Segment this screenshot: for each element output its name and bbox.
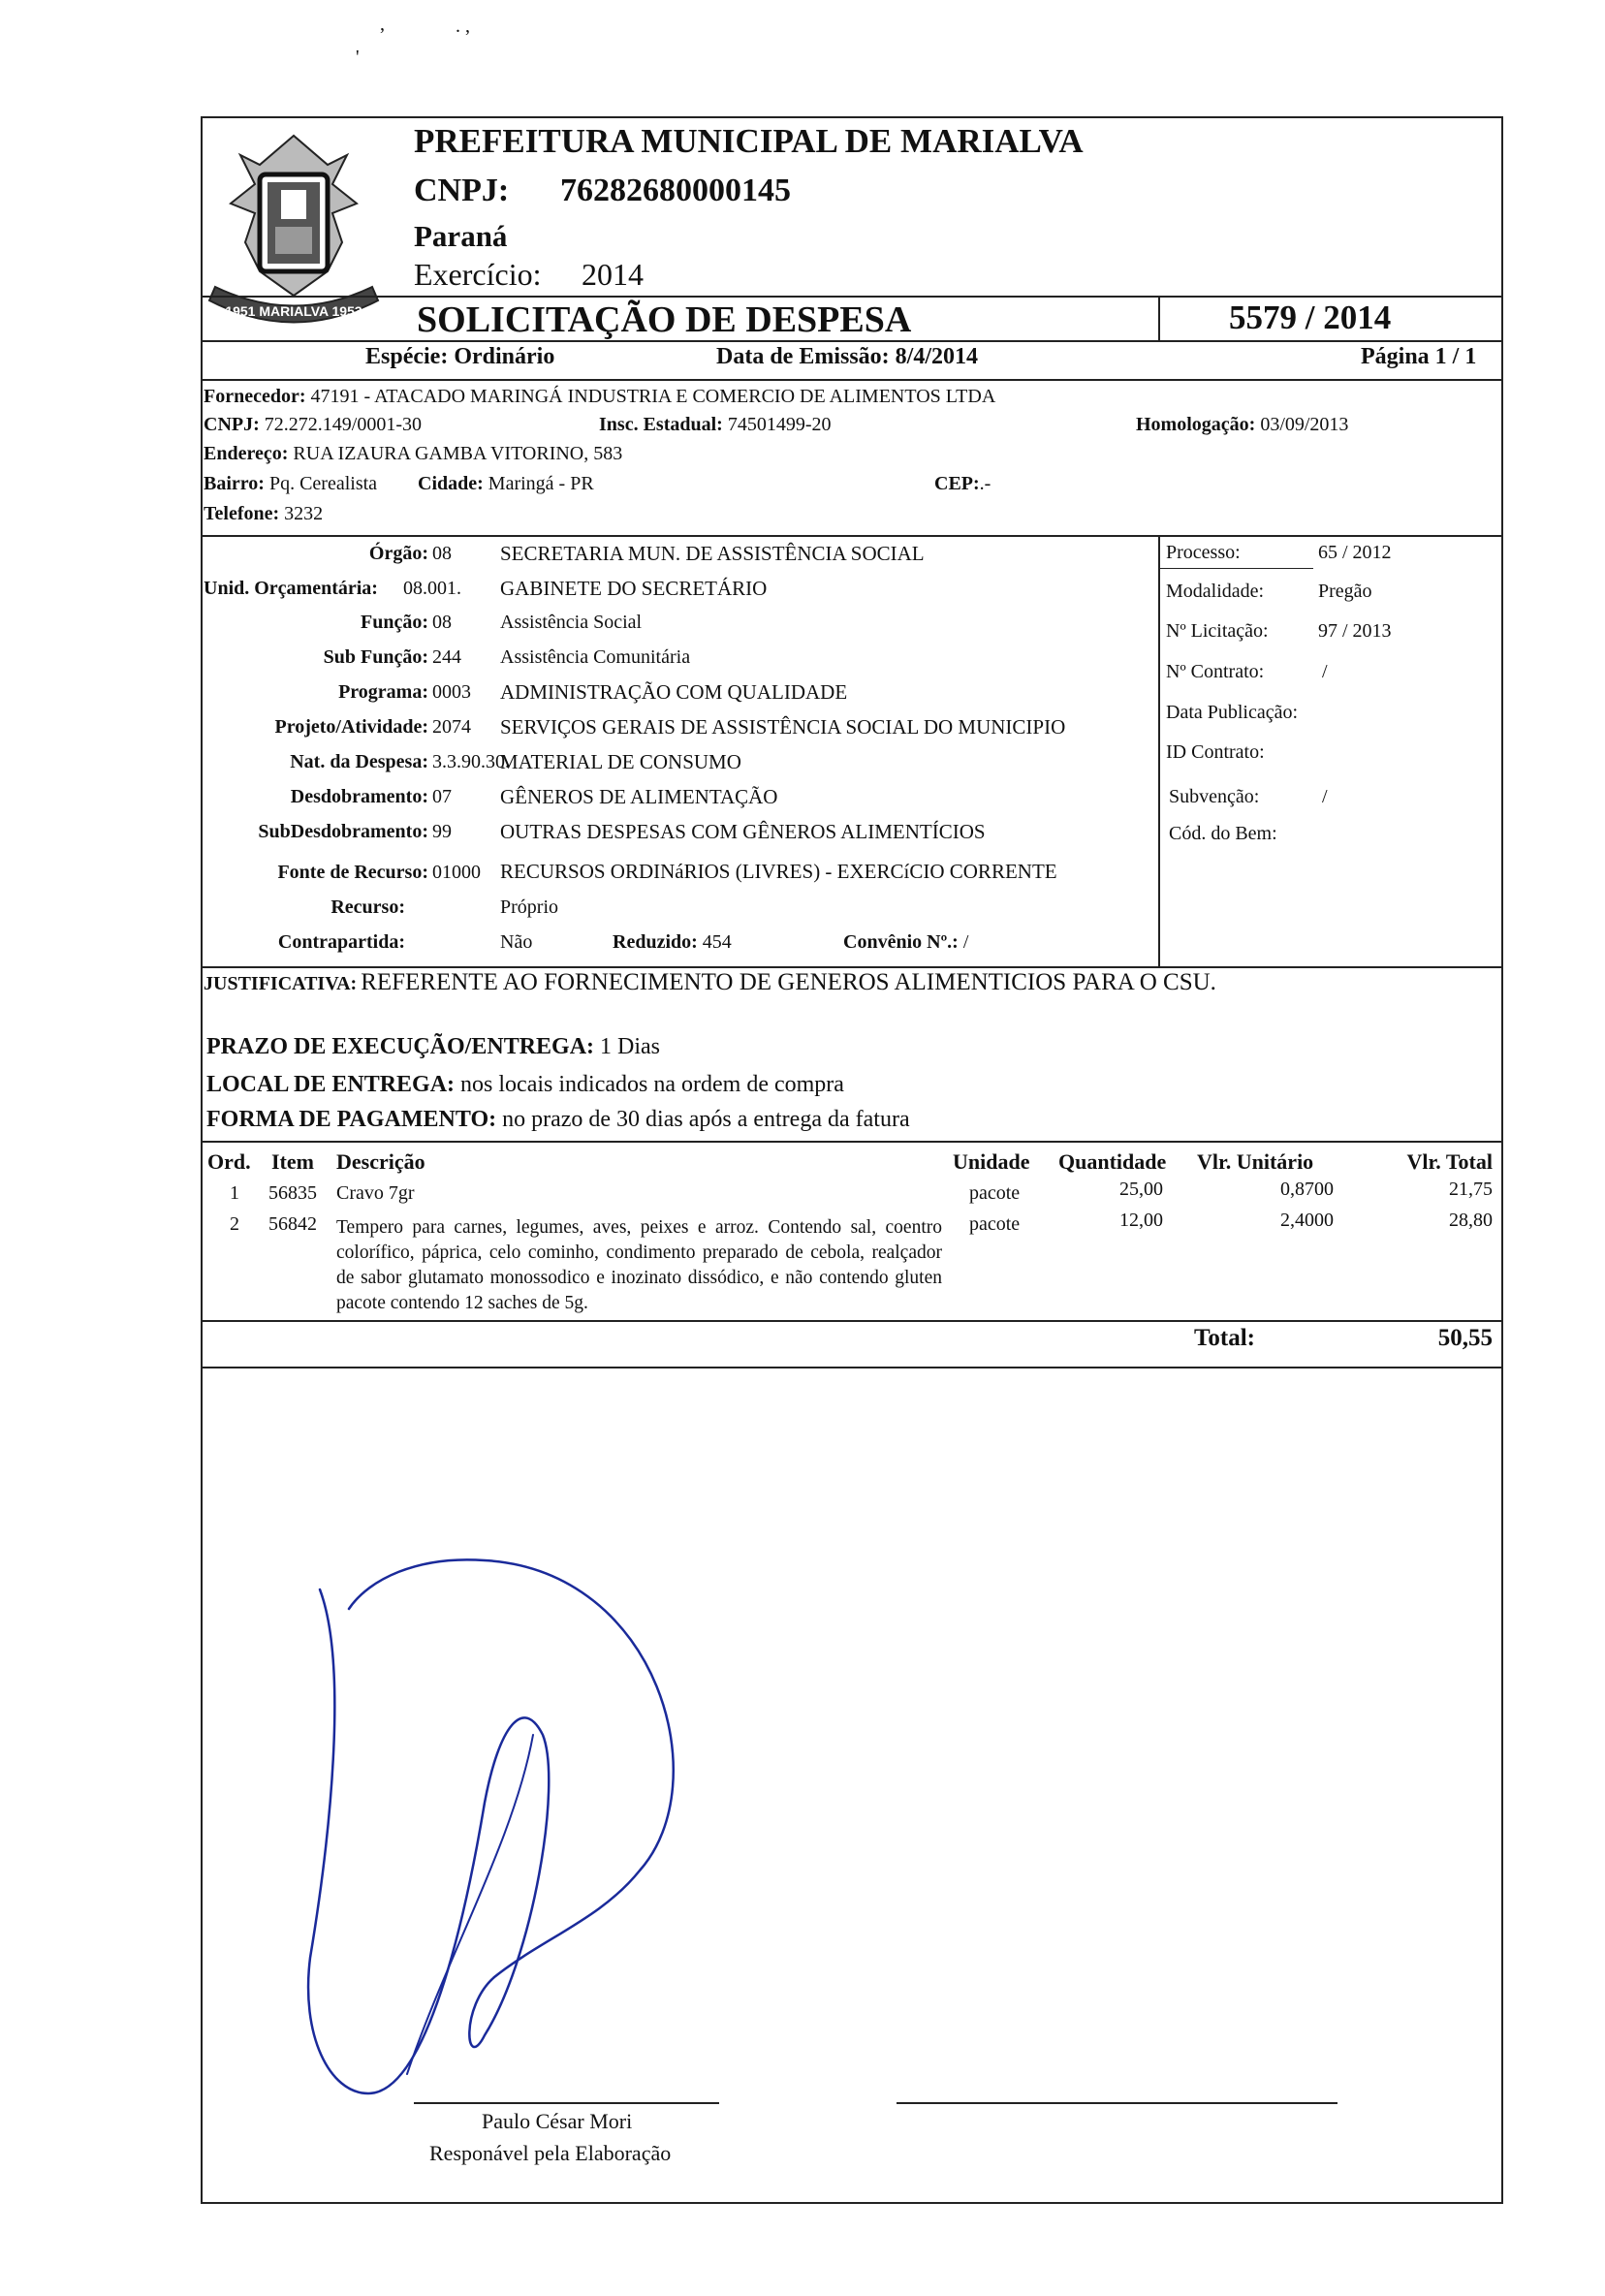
nat-despesa-desc: MATERIAL DE CONSUMO [500,750,741,773]
item-2-code: 56842 [268,1213,317,1235]
convenio-value: / [962,931,969,953]
scan-mark: , [380,14,385,35]
data-publicacao-label: Data Publicação: [1166,702,1299,723]
col-quantidade: Quantidade [1058,1149,1167,1174]
programa-desc: ADMINISTRAÇÃO COM QUALIDADE [500,680,848,704]
homologacao-label: Homologação: [1136,414,1256,435]
justificativa-value: REFERENTE AO FORNECIMENTO DE GENEROS ALIMENTICIOS PARA O CSU. [361,969,1216,995]
programa-code: 0003 [432,681,471,703]
signature-line-left [414,2102,719,2104]
local-entrega [206,1072,844,1098]
col-item: Item [271,1149,314,1174]
orgao-code: 08 [432,543,452,564]
fornecedor-line [204,386,995,408]
prazo-entrega [206,1034,660,1060]
divider [201,379,1501,381]
local-label: LOCAL DE ENTREGA: [206,1072,456,1097]
contrato-label: Nº Contrato: [1166,661,1265,682]
projeto-atividade-desc: SERVIÇOS GERAIS DE ASSISTÊNCIA SOCIAL DO MUNICIPIO [500,715,1066,739]
scan-mark: . , [456,16,470,37]
funcao-label: Função: [361,612,428,633]
local-value: nos locais indicados na ordem de compra [460,1072,844,1097]
cep [934,473,991,495]
signatory-role: Responável pela Elaboração [429,2141,672,2165]
item-1-unidade: pacote [969,1182,1021,1204]
contrapartida-label: Contrapartida: [277,931,405,953]
cidade [418,473,594,495]
processo-label: Processo: [1166,542,1241,563]
item-2-vlr-unitario: 2,4000 [1280,1210,1334,1231]
exercicio-label: Exercício: [414,257,542,292]
prazo-label: PRAZO DE EXECUÇÃO/ENTREGA: [206,1034,595,1059]
document-title: SOLICITAÇÃO DE DESPESA [417,299,912,340]
divider [1158,296,1160,340]
insc-label: Insc. Estadual: [599,414,723,435]
prazo-value: 1 Dias [600,1034,661,1059]
endereco-label: Endereço: [204,443,289,464]
item-2-ord: 2 [230,1213,239,1235]
fonte-recurso-label: Fonte de Recurso: [277,862,428,883]
unid-orcamentaria-code: 08.001. [403,578,461,599]
funcao-code: 08 [432,612,452,633]
telefone-value: 3232 [284,503,324,524]
signature-line-right [897,2102,1338,2104]
divider [201,535,1501,537]
telefone-label: Telefone: [204,503,280,524]
insc-estadual [599,414,831,436]
cnpj-label: CNPJ: [414,173,510,208]
municipality-title: PREFEITURA MUNICIPAL DE MARIALVA [414,122,1084,160]
forma-pagamento [206,1107,910,1133]
divider [201,1367,1501,1368]
total-value: 50,55 [1437,1325,1493,1351]
col-descricao: Descrição [336,1149,425,1174]
reduzido-label: Reduzido: [613,931,698,953]
reduzido [613,931,732,954]
exercicio-value: 2014 [582,257,644,292]
unid-orcamentaria-label: Unid. Orçamentária: [204,578,378,599]
licitacao-value: 97 / 2013 [1318,620,1392,642]
item-1-vlr-total: 21,75 [1449,1179,1493,1200]
orgao-label: Órgão: [368,543,428,564]
funcao-desc: Assistência Social [500,612,643,633]
telefone [204,503,323,525]
item-2-vlr-total: 28,80 [1449,1210,1493,1231]
projeto-atividade-code: 2074 [432,716,471,738]
justificativa-label: JUSTIFICATIVA: [204,973,358,994]
item-1-code: 56835 [268,1182,317,1204]
fornecedor-cnpj-value: 72.272.149/0001-30 [264,414,422,435]
divider [201,966,1501,968]
col-unidade: Unidade [953,1149,1030,1174]
justificativa [204,969,1216,996]
desdobramento-label: Desdobramento: [290,786,428,807]
fornecedor-cnpj-label: CNPJ: [204,414,260,435]
reduzido-value: 454 [702,931,732,953]
crest-ribbon-text: 1951 MARIALVA 1953 [225,303,362,319]
fornecedor-value: 47191 - ATACADO MARINGÁ INDUSTRIA E COMERCIO DE ALIMENTOS LTDA [310,386,996,407]
subfuncao-label: Sub Função: [323,646,428,668]
modalidade-label: Modalidade: [1166,581,1265,602]
subdesdobramento-label: SubDesdobramento: [258,821,428,842]
item-1-descricao: Cravo 7gr [336,1182,415,1204]
insc-value: 74501499-20 [727,414,832,435]
total-label: Total: [1194,1325,1255,1351]
bairro-value: Pq. Cerealista [268,473,378,494]
divider [1158,535,1160,966]
cidade-label: Cidade: [418,473,484,494]
subdesdobramento-code: 99 [432,821,452,842]
col-vlr-total: Vlr. Total [1406,1149,1493,1174]
nat-despesa-label: Nat. da Despesa: [290,751,428,772]
fornecedor-label: Fornecedor: [204,386,306,407]
bairro-label: Bairro: [204,473,265,494]
especie: Espécie: Ordinário [365,344,555,369]
subvencao-value: / [1322,786,1328,807]
handwritten-signature [291,1551,756,2123]
cod-bem-label: Cód. do Bem: [1169,823,1277,844]
nat-despesa-code: 3.3.90.30. [432,751,510,772]
bairro [204,473,377,495]
endereco-value: RUA IZAURA GAMBA VITORINO, 583 [293,443,623,464]
divider [201,1141,1501,1143]
contrapartida-value: Não [500,931,533,953]
col-vlr-unitario: Vlr. Unitário [1197,1149,1314,1174]
document-number: 5579 / 2014 [1229,299,1392,336]
fornecedor-cnpj [204,414,422,436]
item-2-quantidade: 12,00 [1119,1210,1163,1231]
convenio-label: Convênio Nº.: [843,931,959,953]
cnpj-value: 76282680000145 [560,173,791,208]
fonte-recurso-code: 01000 [432,862,481,883]
item-1-vlr-unitario: 0,8700 [1280,1179,1334,1200]
cep-label: CEP: [934,473,980,494]
divider [201,296,1501,298]
scan-mark: ' [356,47,360,68]
divider [201,1320,1501,1322]
subvencao-label: Subvenção: [1169,786,1260,807]
subfuncao-code: 244 [432,646,461,668]
licitacao-label: Nº Licitação: [1166,620,1269,642]
state-name: Paraná [414,219,508,253]
forma-value: no prazo de 30 dias após a entrega da fatura [502,1107,910,1132]
recurso-label: Recurso: [330,896,405,918]
programa-label: Programa: [338,681,428,703]
item-2-unidade: pacote [969,1213,1021,1235]
convenio [843,931,968,954]
unid-orcamentaria-desc: GABINETE DO SECRETÁRIO [500,577,768,600]
item-2-descricao: Tempero para carnes, legumes, aves, peixes e arroz. Contendo sal, coentro colorífico, páprica, celo cominho, condimento preparado de cebola, realçador de sabor glutamato monossodico e inozinato dissódico, e não contendo gluten pacote contendo 12 saches de 5g. [336,1217,942,1313]
processo-value: 65 / 2012 [1318,542,1392,563]
homologacao [1136,414,1348,436]
item-1-quantidade: 25,00 [1119,1179,1163,1200]
projeto-atividade-label: Projeto/Atividade: [274,716,428,738]
divider [201,340,1501,342]
subfuncao-desc: Assistência Comunitária [500,646,691,668]
forma-label: FORMA DE PAGAMENTO: [206,1107,497,1132]
col-ord: Ord. [207,1149,251,1174]
desdobramento-desc: GÊNEROS DE ALIMENTAÇÃO [500,785,778,808]
cep-value: .- [979,473,991,494]
recurso-desc: Próprio [500,896,558,918]
item-1-ord: 1 [230,1182,239,1204]
desdobramento-code: 07 [432,786,452,807]
signatory-name: Paulo César Mori [482,2109,633,2133]
fonte-recurso-desc: RECURSOS ORDINáRIOS (LIVRES) - EXERCíCIO CORRENTE [500,860,1057,883]
municipal-crest-icon [202,126,386,339]
divider [1158,568,1313,569]
modalidade-value: Pregão [1318,581,1372,602]
contrato-value: / [1322,661,1328,682]
endereco [204,443,622,465]
pagina: Página 1 / 1 [1361,344,1477,369]
data-emissao: Data de Emissão: 8/4/2014 [716,344,978,369]
homologacao-value: 03/09/2013 [1260,414,1349,435]
id-contrato-label: ID Contrato: [1166,741,1265,763]
subdesdobramento-desc: OUTRAS DESPESAS COM GÊNEROS ALIMENTÍCIOS [500,820,986,843]
orgao-desc: SECRETARIA MUN. DE ASSISTÊNCIA SOCIAL [500,542,925,565]
cidade-value: Maringá - PR [488,473,594,494]
